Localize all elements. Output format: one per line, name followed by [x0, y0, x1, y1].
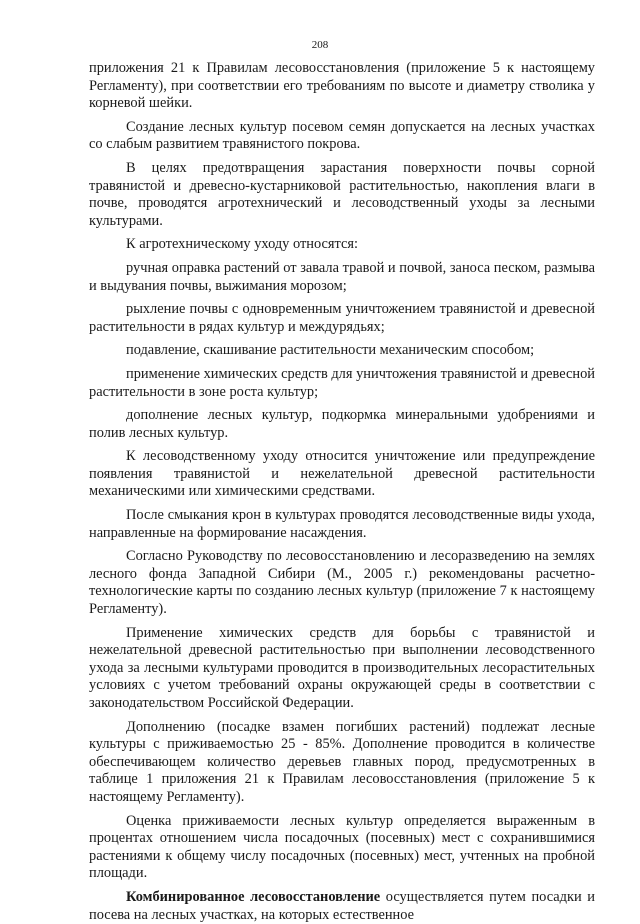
paragraph: Создание лесных культур посевом семян допускается на лесных участках со слабым развитием травянистого покрова.: [89, 118, 595, 153]
list-item: подавление, скашивание растительности механическим способом;: [126, 342, 535, 359]
list-item: рыхление почвы с одновременным уничтожением травянистой и древесной растительности в рядах культур и междурядьях;: [89, 301, 595, 335]
paragraph-last: [89, 889, 595, 924]
paragraph: К агротехническому уходу относятся:: [126, 236, 358, 253]
paragraph: После смыкания крон в культурах проводятся лесоводственные виды ухода, направленные на формирование насаждения.: [89, 507, 595, 541]
page-number: 208: [311, 39, 329, 51]
paragraph: приложения 21 к Правилам лесовосстановления (приложение 5 к настоящему Регламенту), при соответствии его требованиям по высоте и диаметру стволика у корневой шейки.: [89, 60, 595, 112]
document-body: [89, 60, 595, 924]
paragraph: Применение химических средств для борьбы с травянистой и нежелательной древесной растительностью при выполнении лесоводственного ухода за лесными культурами проводится в производительных лесорастительных условиях с учетом требований охраны окружающей среды в соответствии с законодательством Российской Федерации.: [89, 624, 595, 711]
list-item: ручная оправка растений от завала травой и почвой, заноса песком, размыва и выдувания почвы, выжимания морозом;: [89, 259, 595, 294]
paragraph: Согласно Руководству по лесовосстановлению и лесоразведению на землях лесного фонда Западной Сибири (М., 2005 г.) рекомендованы расчетно-технологические карты по созданию лесных культур (приложение 7 к настоящему Регламенту).: [89, 548, 595, 618]
paragraph: В целях предотвращения зарастания поверхности почвы сорной травянистой и древесно-кустарниковой растительностью, накопления влаги в почве, проводятся агротехнический и лесоводственный уходы за лесными культурами.: [89, 159, 595, 229]
paragraph: Дополнению (посадке взамен погибших растений) подлежат лесные культуры с приживаемостью 25 - 85%. Дополнение проводится в количестве обеспечивающем количество деревьев главных пород, предусмотренных в таблице 1 приложения 21 к Правилам лесовосстановления (приложение 5 к настоящему Регламенту).: [89, 718, 595, 805]
paragraph: Оценка приживаемости лесных культур определяется выраженным в процентах отношением числа посадочных (посевных) мест с сохранившимися растениями к общему числу посадочных (посевных) мест, учтенных на пробной площади.: [89, 812, 595, 882]
list-item: дополнение лесных культур, подкормка минеральными удобрениями и полив лесных культур.: [89, 407, 595, 441]
bold-term: Комбинированное лесовосстановление: [126, 888, 381, 905]
paragraph: К лесоводственному уходу относится уничтожение или предупреждение появления травянистой и нежелательной древесной растительности механическими или химическими средствами.: [89, 448, 595, 500]
list-item: применение химических средств для уничтожения травянистой и древесной растительности в зоне роста культур;: [89, 365, 595, 400]
paragraph-text: осуществляется путем посадки и посева на лесных участках, на которых естественное: [89, 888, 595, 923]
